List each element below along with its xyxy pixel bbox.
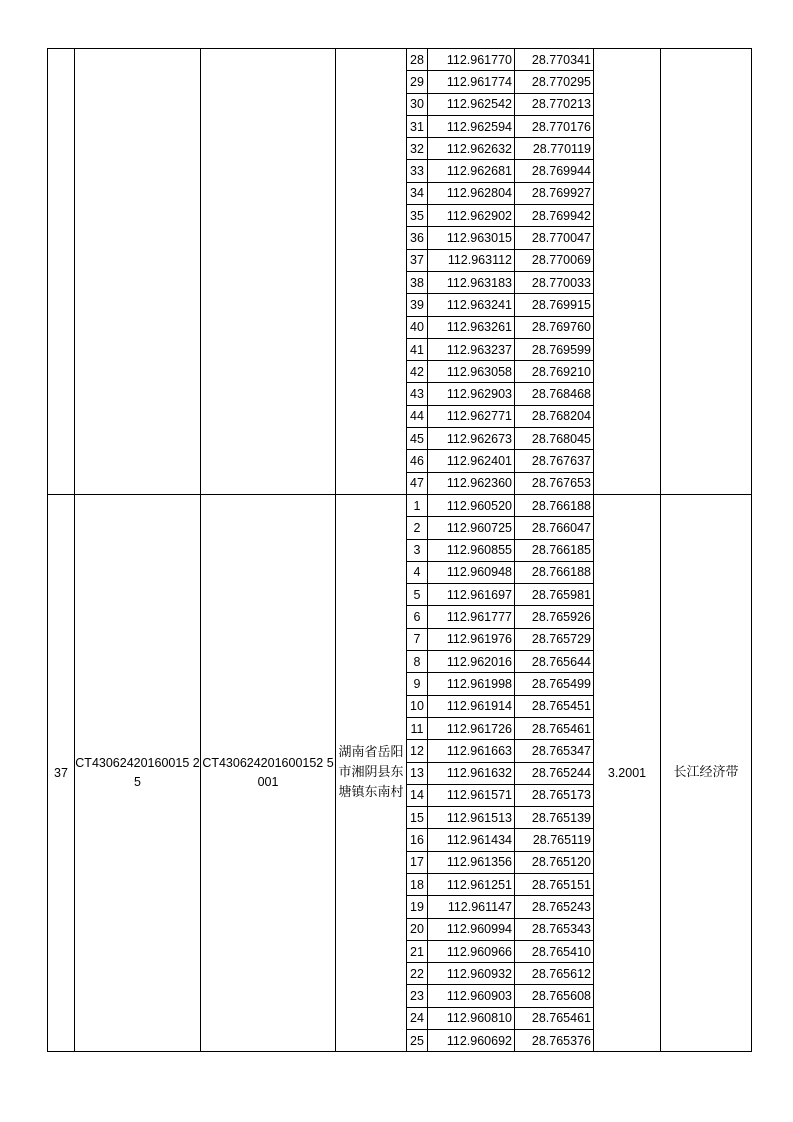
point-index-cell: 35 <box>407 205 428 227</box>
point-index-cell: 42 <box>407 361 428 383</box>
longitude-cell: 112.961513 <box>428 807 515 829</box>
latitude-cell: 28.770119 <box>515 138 594 160</box>
point-index-cell: 14 <box>407 784 428 806</box>
longitude-cell: 112.961998 <box>428 673 515 695</box>
longitude-cell: 112.961770 <box>428 49 515 71</box>
latitude-cell: 28.765410 <box>515 940 594 962</box>
point-index-cell: 39 <box>407 294 428 316</box>
point-index-cell: 37 <box>407 249 428 271</box>
point-index-cell: 11 <box>407 717 428 739</box>
longitude-cell: 112.960520 <box>428 494 515 516</box>
longitude-cell: 112.963015 <box>428 227 515 249</box>
longitude-cell: 112.962804 <box>428 182 515 204</box>
point-index-cell: 34 <box>407 182 428 204</box>
longitude-cell: 112.963261 <box>428 316 515 338</box>
longitude-cell: 112.960725 <box>428 517 515 539</box>
point-index-cell: 30 <box>407 93 428 115</box>
parcel-area-cell <box>594 49 661 495</box>
point-index-cell: 41 <box>407 338 428 360</box>
point-index-cell: 40 <box>407 316 428 338</box>
point-index-cell: 17 <box>407 851 428 873</box>
point-index-cell: 16 <box>407 829 428 851</box>
longitude-cell: 112.961632 <box>428 762 515 784</box>
latitude-cell: 28.765608 <box>515 985 594 1007</box>
latitude-cell: 28.770176 <box>515 115 594 137</box>
longitude-cell: 112.962594 <box>428 115 515 137</box>
point-index-cell: 10 <box>407 695 428 717</box>
parcel-location-cell: 湖南省岳阳市湘阴县东塘镇东南村 <box>336 494 407 1051</box>
point-index-cell: 38 <box>407 271 428 293</box>
longitude-cell: 112.962360 <box>428 472 515 494</box>
point-index-cell: 13 <box>407 762 428 784</box>
latitude-cell: 28.765499 <box>515 673 594 695</box>
point-index-cell: 24 <box>407 1007 428 1029</box>
longitude-cell: 112.962681 <box>428 160 515 182</box>
longitude-cell: 112.960903 <box>428 985 515 1007</box>
latitude-cell: 28.765451 <box>515 695 594 717</box>
longitude-cell: 112.961697 <box>428 584 515 606</box>
latitude-cell: 28.766185 <box>515 539 594 561</box>
point-index-cell: 32 <box>407 138 428 160</box>
parcel-zone-cell <box>661 49 752 495</box>
point-index-cell: 31 <box>407 115 428 137</box>
longitude-cell: 112.961251 <box>428 873 515 895</box>
longitude-cell: 112.961571 <box>428 784 515 806</box>
longitude-cell: 112.960932 <box>428 963 515 985</box>
latitude-cell: 28.765612 <box>515 963 594 985</box>
parcel-zone-cell: 长江经济带 <box>661 494 752 1051</box>
latitude-cell: 28.769927 <box>515 182 594 204</box>
point-index-cell: 33 <box>407 160 428 182</box>
latitude-cell: 28.765244 <box>515 762 594 784</box>
coordinates-table-body <box>48 49 752 1052</box>
longitude-cell: 112.960994 <box>428 918 515 940</box>
longitude-cell: 112.963241 <box>428 294 515 316</box>
point-index-cell: 8 <box>407 651 428 673</box>
longitude-cell: 112.963058 <box>428 361 515 383</box>
point-index-cell: 23 <box>407 985 428 1007</box>
point-index-cell: 19 <box>407 896 428 918</box>
latitude-cell: 28.765173 <box>515 784 594 806</box>
latitude-cell: 28.770069 <box>515 249 594 271</box>
latitude-cell: 28.765151 <box>515 873 594 895</box>
parcel-code-cell <box>75 49 201 495</box>
latitude-cell: 28.767637 <box>515 450 594 472</box>
longitude-cell: 112.961777 <box>428 606 515 628</box>
point-index-cell: 25 <box>407 1030 428 1052</box>
latitude-cell: 28.769210 <box>515 361 594 383</box>
parcel-area-cell: 3.2001 <box>594 494 661 1051</box>
coordinates-table <box>47 48 752 1052</box>
latitude-cell: 28.768045 <box>515 428 594 450</box>
latitude-cell: 28.765729 <box>515 628 594 650</box>
latitude-cell: 28.769944 <box>515 160 594 182</box>
parcel-seq-cell: 37 <box>48 494 75 1051</box>
longitude-cell: 112.961774 <box>428 71 515 93</box>
longitude-cell: 112.963183 <box>428 271 515 293</box>
longitude-cell: 112.962902 <box>428 205 515 227</box>
longitude-cell: 112.962673 <box>428 428 515 450</box>
latitude-cell: 28.766047 <box>515 517 594 539</box>
longitude-cell: 112.962016 <box>428 651 515 673</box>
parcel-id-cell <box>201 49 336 495</box>
longitude-cell: 112.963237 <box>428 338 515 360</box>
point-index-cell: 4 <box>407 561 428 583</box>
latitude-cell: 28.770033 <box>515 271 594 293</box>
latitude-cell: 28.768468 <box>515 383 594 405</box>
longitude-cell: 112.961726 <box>428 717 515 739</box>
longitude-cell: 112.961976 <box>428 628 515 650</box>
point-index-cell: 29 <box>407 71 428 93</box>
latitude-cell: 28.765461 <box>515 717 594 739</box>
point-index-cell: 2 <box>407 517 428 539</box>
longitude-cell: 112.960948 <box>428 561 515 583</box>
point-index-cell: 22 <box>407 963 428 985</box>
point-index-cell: 47 <box>407 472 428 494</box>
longitude-cell: 112.961914 <box>428 695 515 717</box>
longitude-cell: 112.962632 <box>428 138 515 160</box>
longitude-cell: 112.962903 <box>428 383 515 405</box>
point-index-cell: 43 <box>407 383 428 405</box>
longitude-cell: 112.960855 <box>428 539 515 561</box>
latitude-cell: 28.766188 <box>515 494 594 516</box>
longitude-cell: 112.961663 <box>428 740 515 762</box>
point-index-cell: 5 <box>407 584 428 606</box>
latitude-cell: 28.765119 <box>515 829 594 851</box>
table-row <box>48 494 752 516</box>
latitude-cell: 28.768204 <box>515 405 594 427</box>
latitude-cell: 28.765120 <box>515 851 594 873</box>
latitude-cell: 28.765461 <box>515 1007 594 1029</box>
latitude-cell: 28.769942 <box>515 205 594 227</box>
longitude-cell: 112.960966 <box>428 940 515 962</box>
point-index-cell: 20 <box>407 918 428 940</box>
point-index-cell: 15 <box>407 807 428 829</box>
latitude-cell: 28.767653 <box>515 472 594 494</box>
parcel-location-cell <box>336 49 407 495</box>
latitude-cell: 28.765981 <box>515 584 594 606</box>
longitude-cell: 112.961147 <box>428 896 515 918</box>
longitude-cell: 112.961434 <box>428 829 515 851</box>
latitude-cell: 28.769915 <box>515 294 594 316</box>
longitude-cell: 112.963112 <box>428 249 515 271</box>
latitude-cell: 28.765347 <box>515 740 594 762</box>
point-index-cell: 36 <box>407 227 428 249</box>
latitude-cell: 28.770213 <box>515 93 594 115</box>
parcel-code-cell: CT43062420160015 25 <box>75 494 201 1051</box>
point-index-cell: 21 <box>407 940 428 962</box>
latitude-cell: 28.770341 <box>515 49 594 71</box>
point-index-cell: 45 <box>407 428 428 450</box>
latitude-cell: 28.770047 <box>515 227 594 249</box>
latitude-cell: 28.770295 <box>515 71 594 93</box>
point-index-cell: 6 <box>407 606 428 628</box>
longitude-cell: 112.962542 <box>428 93 515 115</box>
point-index-cell: 7 <box>407 628 428 650</box>
point-index-cell: 46 <box>407 450 428 472</box>
table-row <box>48 49 752 71</box>
latitude-cell: 28.769760 <box>515 316 594 338</box>
latitude-cell: 28.765343 <box>515 918 594 940</box>
latitude-cell: 28.765644 <box>515 651 594 673</box>
latitude-cell: 28.766188 <box>515 561 594 583</box>
point-index-cell: 1 <box>407 494 428 516</box>
longitude-cell: 112.962401 <box>428 450 515 472</box>
longitude-cell: 112.960810 <box>428 1007 515 1029</box>
parcel-seq-cell <box>48 49 75 495</box>
latitude-cell: 28.769599 <box>515 338 594 360</box>
point-index-cell: 12 <box>407 740 428 762</box>
latitude-cell: 28.765139 <box>515 807 594 829</box>
latitude-cell: 28.765376 <box>515 1030 594 1052</box>
point-index-cell: 3 <box>407 539 428 561</box>
point-index-cell: 9 <box>407 673 428 695</box>
point-index-cell: 44 <box>407 405 428 427</box>
longitude-cell: 112.962771 <box>428 405 515 427</box>
latitude-cell: 28.765926 <box>515 606 594 628</box>
latitude-cell: 28.765243 <box>515 896 594 918</box>
longitude-cell: 112.960692 <box>428 1030 515 1052</box>
point-index-cell: 18 <box>407 873 428 895</box>
longitude-cell: 112.961356 <box>428 851 515 873</box>
point-index-cell: 28 <box>407 49 428 71</box>
parcel-id-cell: CT430624201600152 5001 <box>201 494 336 1051</box>
